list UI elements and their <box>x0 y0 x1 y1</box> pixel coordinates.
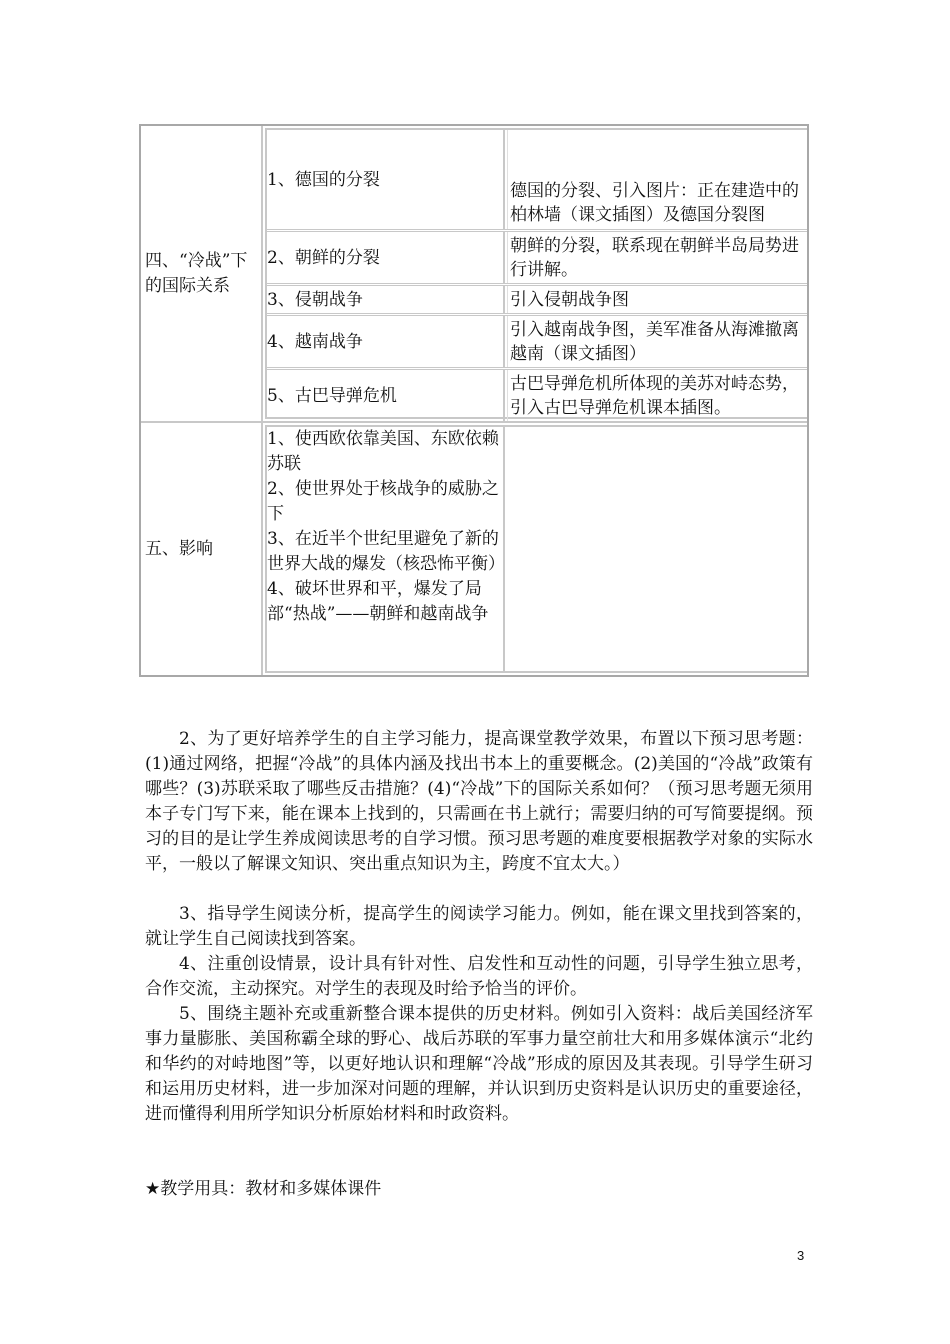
list-item: 4、破坏世界和平，爆发了局部“热战”——朝鲜和越南战争 <box>267 579 489 624</box>
list-item: 1、使西欧依靠美国、东欧依赖苏联 <box>267 429 499 474</box>
method-cell: 引入侵朝战争图 <box>507 286 805 313</box>
list-item: 3、在近半个世纪里避免了新的世界大战的爆发（核恐怖平衡） <box>267 529 505 574</box>
table-section-impact <box>141 423 807 675</box>
paragraph-2: 2、为了更好培养学生的自主学习能力，提高课堂教学效果，布置以下预习思考题：(1)通过网络，把握“冷战”的具体内涵及找出书本上的重要概念。(2)美国的“冷战”政策有哪些？(3)苏联采取了哪些反击措施？(4)“冷战”下的国际关系如何？（预习思考题无须用本子专门写下来，能在课本上找到的，只需画在书上就行；需要归纳的可写简要提纲。预习的目的是让学生养成阅读思考的自学习惯。预习思考题的难度要根据教学对象的实际水平，一般以了解课文知识、突出重点知识为主，跨度不宜太大。） <box>145 729 813 874</box>
method-cell: 引入越南战争图，美军准备从海滩撤离越南（课文插图） <box>507 316 805 367</box>
topic-cell: 1、德国的分裂 <box>267 130 505 229</box>
paragraph-3: 3、指导学生阅读分析，提高学生的阅读学习能力。例如，能在课文里找到答案的，就让学生自己阅读找到答案。 <box>145 904 813 949</box>
method-cell: 德国的分裂、引入图片：正在建造中的柏林墙（课文插图）及德国分裂图 <box>507 130 805 229</box>
topic-cell: 5、古巴导弹危机 <box>267 370 505 421</box>
section-label <box>145 423 263 675</box>
teaching-tools-text: 教学用具：教材和多媒体课件 <box>160 1179 382 1199</box>
table-row <box>267 232 807 286</box>
table-section-cold-war-relations <box>141 126 807 423</box>
page-number: 3 <box>797 1248 805 1263</box>
section-label <box>145 126 263 421</box>
table-row <box>267 370 807 421</box>
section-rows <box>265 128 807 419</box>
table-row <box>267 286 807 316</box>
lesson-table <box>139 124 809 677</box>
topic-cell: 2、朝鲜的分裂 <box>267 232 505 283</box>
star-icon: ★ <box>145 1179 161 1199</box>
table-row <box>267 316 807 370</box>
teaching-tools-line <box>145 1177 381 1202</box>
paragraph-5: 5、围绕主题补充或重新整合课本提供的历史材料。例如引入资料：战后美国经济军事力量膨胀、美国称霸全球的野心、战后苏联的军事力量空前壮大和用多媒体演示“北约和华约的对峙地图”等，以更好地认识和理解“冷战”形成的原因及其表现。引导学生研习和运用历史材料，进一步加深对问题的理解，并认识到历史资料是认识历史的重要途径，进而懂得利用所学知识分析原始材料和时政资料。 <box>145 1004 813 1124</box>
method-cell: 朝鲜的分裂，联系现在朝鲜半岛局势进行讲解。 <box>507 232 805 283</box>
section-rows <box>265 425 807 673</box>
list-item: 2、使世界处于核战争的威胁之下 <box>267 479 499 524</box>
table-row <box>267 130 807 232</box>
topic-cell: 3、侵朝战争 <box>267 286 505 313</box>
section-label-text: 四、“冷战”下的国际关系 <box>145 250 248 296</box>
impact-list <box>267 427 505 671</box>
topic-cell: 4、越南战争 <box>267 316 505 367</box>
paragraph-4: 4、注重创设情景，设计具有针对性、启发性和互动性的问题，引导学生独立思考，合作交流，主动探究。对学生的表现及时给予恰当的评价。 <box>145 954 813 999</box>
empty-cell <box>507 427 807 671</box>
method-cell: 古巴导弹危机所体现的美苏对峙态势，引入古巴导弹危机课本插图。 <box>507 370 805 421</box>
section-label-text: 五、影响 <box>145 538 213 559</box>
